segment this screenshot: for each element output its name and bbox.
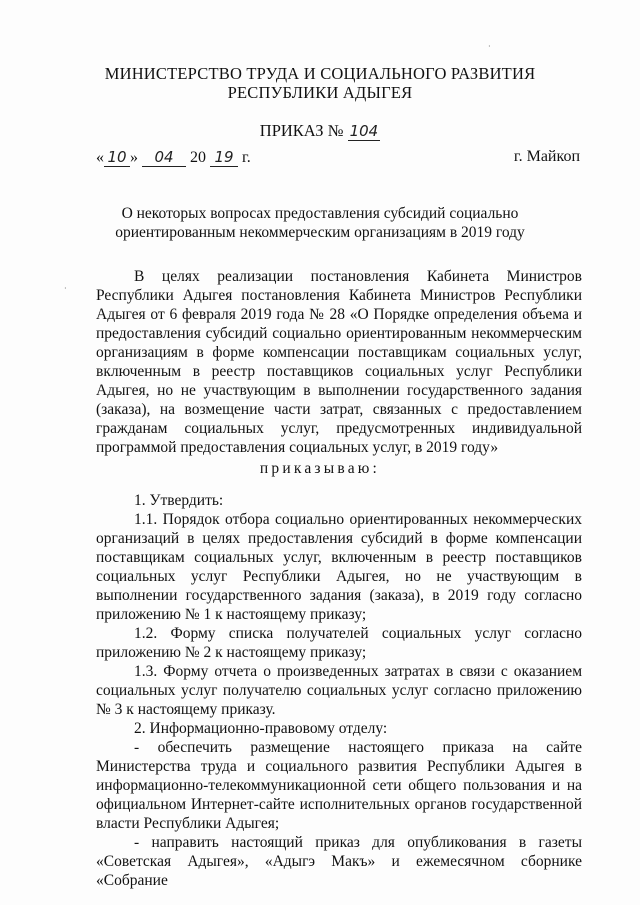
ministry-name-line1: МИНИСТЕРСТВО ТРУДА И СОЦИАЛЬНОГО РАЗВИТИЯ xyxy=(104,64,536,83)
item-2-bullet-2: - направить настоящий приказ для опубликования в газеты «Советская Адыгея», «Адыгэ Макъ» и ежемесячном сборнике «Собрание xyxy=(96,834,582,889)
date-year-suffix: 19 xyxy=(210,148,238,167)
preamble xyxy=(96,267,582,457)
order-subject xyxy=(100,204,540,242)
item-1-1: 1.1. Порядок отбора социально ориентированных некоммерческих организаций в целях предоставления субсидий в форме компенсации поставщикам социальных услуг, включенным в реестр поставщиков социальных услуг Республики Адыгея, но не участвующим в выполнении государственного задания (заказа), в 2019 году согласно приложению № 1 к настоящему приказу; xyxy=(96,511,582,623)
date-open-quote: « xyxy=(96,149,104,166)
order-label: ПРИКАЗ № xyxy=(259,121,344,140)
directive-word: приказываю: xyxy=(259,460,381,477)
order-items xyxy=(96,491,582,890)
city: г. Майкоп xyxy=(513,148,580,165)
item-2: 2. Информационно-правовому отделу: xyxy=(134,720,388,737)
item-1: 1. Утвердить: xyxy=(134,492,224,509)
item-2-bullet-1: - обеспечить размещение настоящего приказа на сайте Министерства труда и социального развития Республики Адыгея в информационно-телекоммуникационной сети общего пользования и на официальном Интернет-сайте исполнительных органов государственной власти Республики Адыгея; xyxy=(96,739,582,832)
order-number: 104 xyxy=(349,122,379,140)
order-date xyxy=(96,148,251,167)
subject-line2: ориентированным некоммерческим организациям в 2019 году xyxy=(115,224,525,241)
date-day: 10 xyxy=(104,148,130,167)
scan-speck: · xyxy=(488,42,491,51)
item-1-2: 1.2. Форму списка получателей социальных услуг согласно приложению № 2 к настоящему приказу; xyxy=(96,625,582,661)
date-year-prefix: 20 xyxy=(190,149,206,166)
date-year-unit: г. xyxy=(242,149,251,166)
order-title xyxy=(0,121,640,141)
ministry-header xyxy=(0,64,640,102)
ministry-name-line2: РЕСПУБЛИКИ АДЫГЕЯ xyxy=(227,83,413,102)
date-month: 04 xyxy=(142,148,186,167)
date-close-quote: » xyxy=(130,149,138,166)
date-line xyxy=(96,148,580,172)
scan-speck: · xyxy=(64,284,67,293)
subject-line1: О некоторых вопросах предоставления субсидий социально xyxy=(121,205,519,222)
item-1-3: 1.3. Форму отчета о произведенных затратах в связи с оказанием социальных услуг получателю социальных услуг согласно приложению № 3 к настоящему приказу. xyxy=(96,663,582,718)
preamble-paragraph: В целях реализации постановления Кабинета Министров Республики Адыгея постановления Кабинета Министров Республики Адыгея от 6 февраля 2019 года № 28 «О Порядке определения объема и предоставления субсидий социально ориентированным некоммерческим организациям в форме компенсации поставщикам социальных услуг, включенным в реестр поставщиков социальных услуг Республики Адыгея, но не участвующим в выполнении государственного задания (заказа), на возмещение части затрат, связанных с предоставлением гражданам социальных услуг, предусмотренных индивидуальной программой предоставления социальных услуг, в 2019 году» xyxy=(96,268,582,456)
